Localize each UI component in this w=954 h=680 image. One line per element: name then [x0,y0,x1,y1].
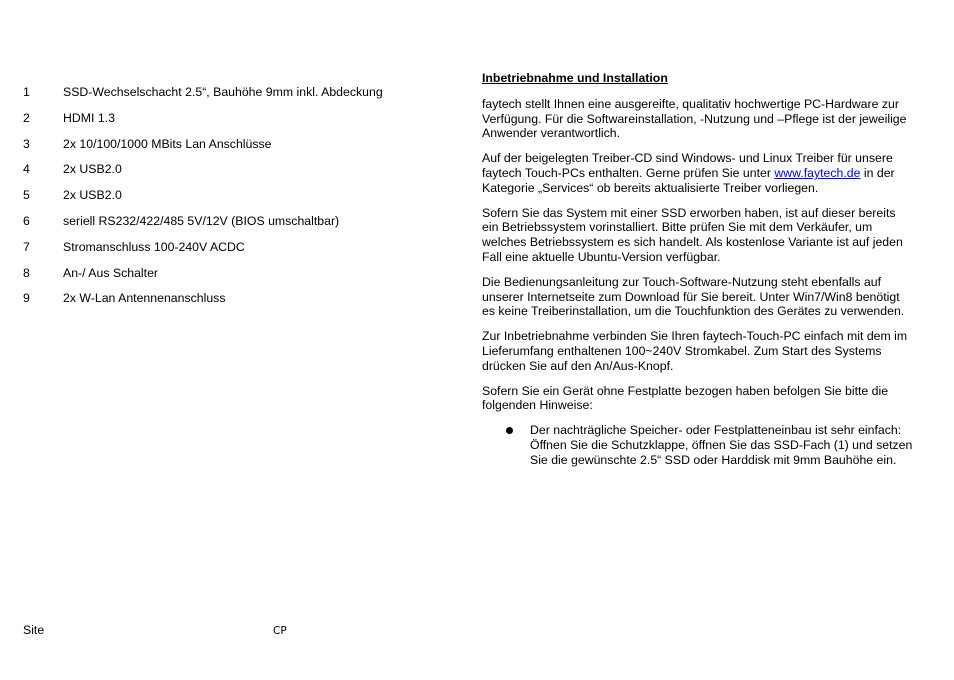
list-item [23,83,463,109]
list-item-number: 5 [23,188,30,203]
section-heading: Inbetriebnahme und Installation [482,71,668,85]
list-item-number: 3 [23,136,30,151]
paragraph-ssd: Sofern Sie das System mit einer SSD erworben haben, ist auf dieser bereits ein Betriebssystem vorinstalliert. Bitte prüfen Sie mit dem Verkäufer, um welches Betriebssystem es sich handelt. Als kostenlose Variante ist auf jeden Fall eine aktuelle Ubuntu-Version verfügbar. [482,205,903,264]
list-item-text: An-/ Aus Schalter [63,265,159,280]
bullet-text: Der nachträgliche Speicher- oder Festplatteneinbau ist sehr einfach: Öffnen Sie die Schutzklappe, öffnen Sie das SSD-Fach (1) und setzen Sie die gewünschte 2.5“ SSD oder Harddisk mit 9mm Bauhöhe ein. [530,423,913,467]
component-list [23,83,463,315]
list-item-text: 2x W-Lan Antennenanschluss [63,291,226,306]
paragraph-drivers [482,151,914,195]
paragraph-startup: Zur Inbetriebnahme verbinden Sie Ihren faytech-Touch-PC einfach mit dem im Lieferumfang enthaltenen 100~240V Stromkabel. Zum Start des Systems drücken Sie auf den An/Aus-Knopf. [482,329,908,373]
list-item [23,109,463,135]
faytech-link[interactable]: www.faytech.de [774,165,861,180]
list-item-number: 7 [23,239,30,254]
list-item-number: 9 [23,291,30,306]
list-item-text: seriell RS232/422/485 5V/12V (BIOS umschaltbar) [63,213,340,228]
list-item-number: 8 [23,265,30,280]
list-item [23,238,463,264]
drivers-text-before: Auf der beigelegten Treiber-CD sind Windows- und Linux Treiber für unsere faytech Touch-PCs enthalten. Gerne prüfen Sie unter [482,151,893,180]
list-item-number: 1 [23,85,30,99]
list-item-number: 4 [23,162,30,177]
list-item-number: 2 [23,110,30,125]
list-item-text: 2x USB2.0 [63,162,122,177]
paragraph-intro: faytech stellt Ihnen eine ausgereifte, qualitativ hochwertige PC-Hardware zur Verfügung. Für die Softwareinstallation, -Nutzung und –Pflege ist der jeweilige Anwender verantwortlich. [482,96,907,141]
paragraph-manual: Die Bedienungsanleitung zur Touch-Software-Nutzung steht ebenfalls auf unserer Internetseite zum Download für Sie bereit. Unter Win7/Win8 benötigt es keine Treiberinstallation, um die Touchfunktion des Gerätes zu verwenden. [482,274,905,319]
list-item [23,212,463,238]
bullet-dot-icon [506,427,513,434]
list-item [23,186,463,212]
drivers-text-after: in der Kategorie „Services“ ob bereits aktualisierte Treiber vorliegen. [482,165,895,195]
bullet-item [530,423,914,467]
list-item [23,264,463,290]
list-item [23,289,463,315]
footer-cp-label: CP [273,625,287,637]
list-item-text: Stromanschluss 100-240V ACDC [63,239,245,254]
list-item-text: 2x USB2.0 [63,188,122,203]
list-item [23,135,463,161]
installation-section [482,71,914,478]
footer-site-label: Site [23,623,45,637]
paragraph-no-disk: Sofern Sie ein Gerät ohne Festplatte bezogen haben befolgen Sie bitte die folgenden Hinweise: [482,383,889,413]
list-item [23,160,463,186]
list-item-text: 2x 10/100/1000 MBits Lan Anschlüsse [63,136,272,151]
list-item-text: HDMI 1.3 [63,110,115,125]
list-item-number: 6 [23,213,30,228]
list-item-text: SSD-Wechselschacht 2.5“, Bauhöhe 9mm inkl. Abdeckung [63,85,383,99]
